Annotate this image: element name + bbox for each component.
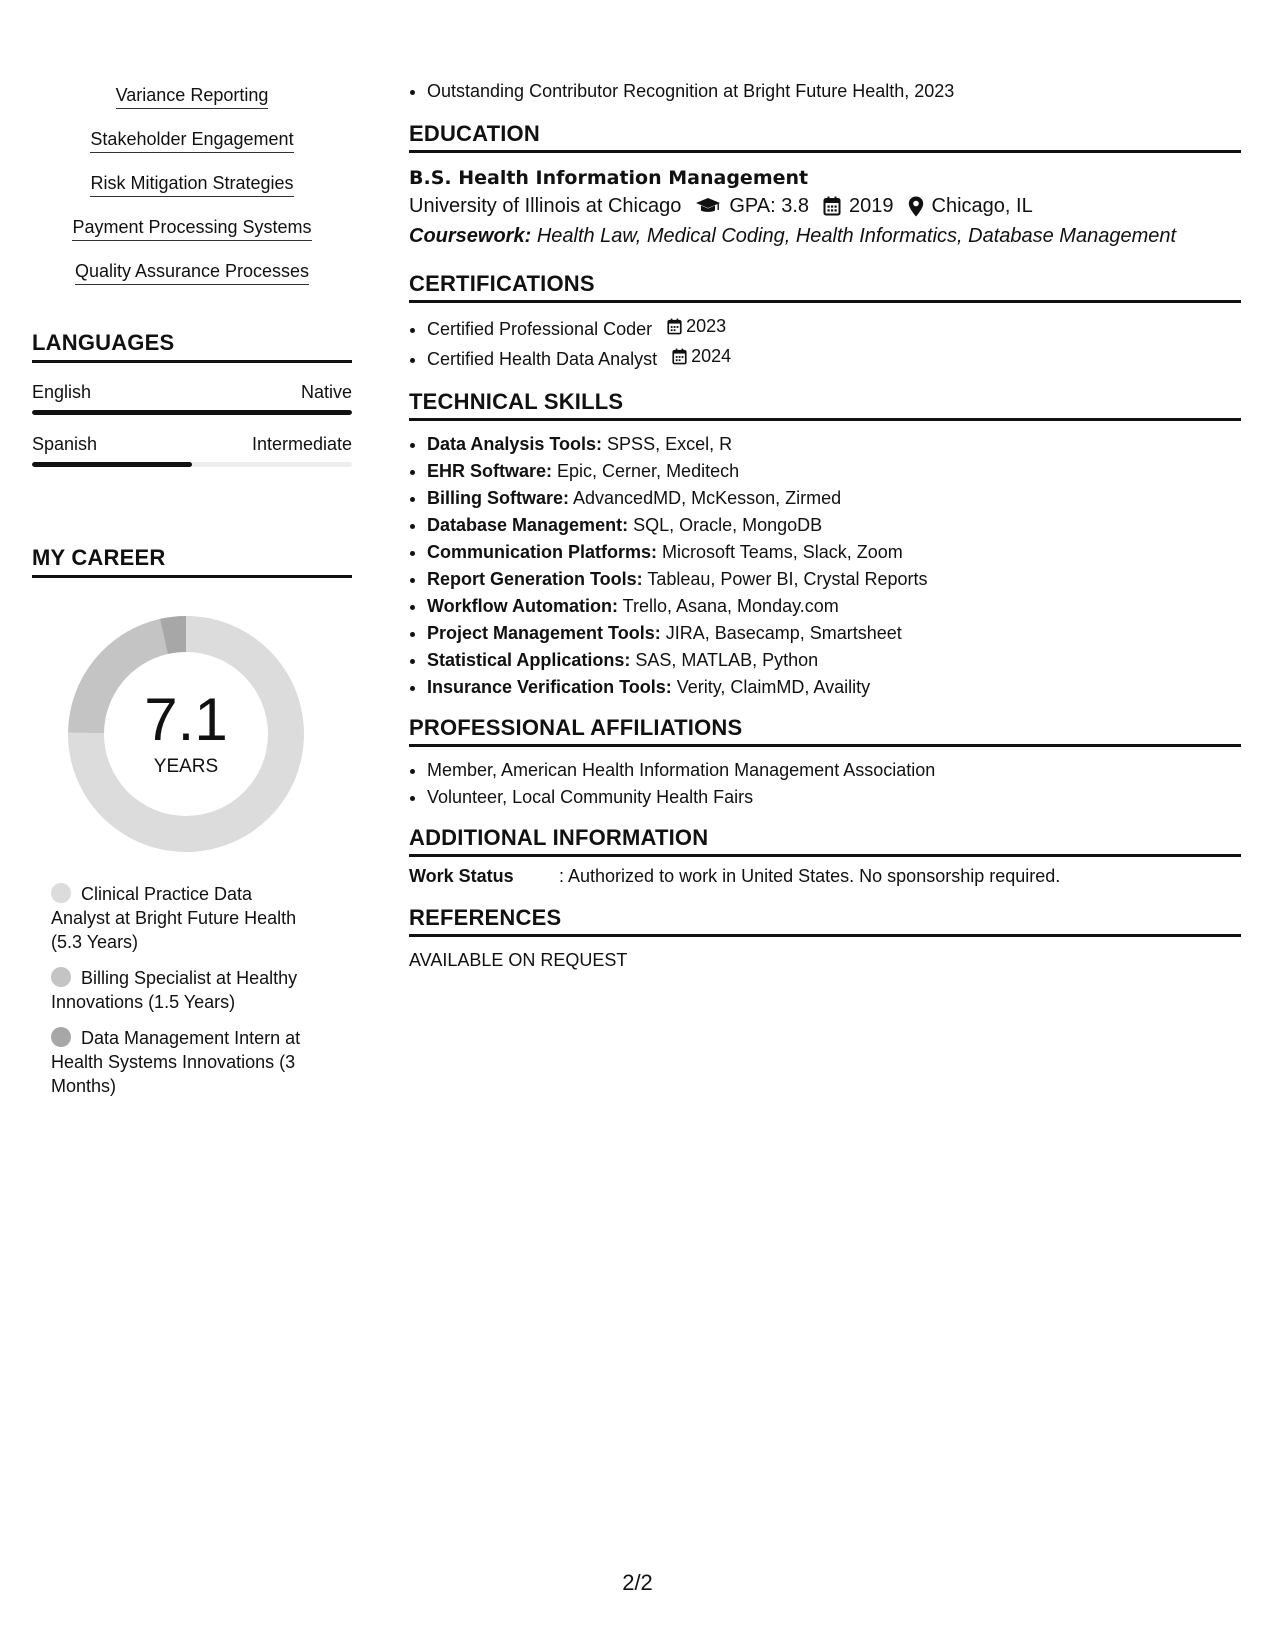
references-heading: REFERENCES [409, 905, 1241, 937]
skill-category: Workflow Automation: [427, 596, 618, 616]
work-status-label: Work Status [409, 866, 514, 886]
certifications-heading: CERTIFICATIONS [409, 271, 1241, 303]
calendar-icon [823, 196, 841, 216]
education-gpa: GPA: 3.8 [729, 195, 810, 217]
skill-category: Communication Platforms: [427, 542, 658, 562]
skill-values: Trello, Asana, Monday.com [617, 596, 839, 616]
skill-category: Project Management Tools: [427, 623, 661, 643]
skill-values: Microsoft Teams, Slack, Zoom [657, 542, 903, 562]
references-text: AVAILABLE ON REQUEST [409, 950, 628, 970]
technical-skill-item [427, 674, 1241, 701]
affiliations-heading: PROFESSIONAL AFFILIATIONS [409, 715, 1241, 747]
language-level: Native [300, 382, 352, 402]
career-legend-item [51, 882, 302, 954]
affiliation-item: • Volunteer, Local Community Health Fairs [427, 784, 1241, 811]
affiliation-item: • Member, American Health Information Management Association [427, 757, 1241, 784]
skill-values: AdvancedMD, McKesson, Zirmed [569, 488, 842, 508]
skill-tag: Stakeholder Engagement [90, 128, 293, 153]
additional-info-heading: ADDITIONAL INFORMATION [409, 825, 1241, 857]
language-proficiency-fill [32, 462, 192, 467]
career-heading: MY CAREER [32, 545, 352, 578]
skill-values: SPSS, Excel, R [602, 434, 733, 454]
skill-category: Report Generation Tools: [427, 569, 643, 589]
language-level: Intermediate [251, 434, 352, 454]
language-row [32, 433, 352, 467]
education-details [409, 191, 1241, 221]
left-column [32, 84, 352, 1110]
coursework-value: Health Law, Medical Coding, Health Informatics, Database Management [536, 225, 1177, 247]
technical-skills-list [409, 431, 1241, 701]
certification-name: Certified Health Data Analyst [427, 349, 658, 369]
certification-name: Certified Professional Coder [427, 319, 653, 339]
legend-dot [51, 967, 71, 987]
certification-item [427, 313, 1241, 343]
skill-category: Database Management: [427, 515, 629, 535]
skill-values: Tableau, Power BI, Crystal Reports [642, 569, 928, 589]
language-name: English [32, 382, 92, 402]
language-proficiency-bar [32, 462, 352, 467]
languages-heading: LANGUAGES [32, 330, 352, 363]
language-proficiency-fill [32, 410, 352, 415]
career-donut-chart [66, 614, 306, 854]
skill-values: SQL, Oracle, MongoDB [628, 515, 823, 535]
education-year: 2019 [849, 195, 894, 217]
education-degree: B.S. Health Information Management [409, 167, 809, 189]
technical-skill-item [427, 647, 1241, 674]
career-total-value: 7.1 [144, 686, 228, 753]
technical-skill-item [427, 620, 1241, 647]
work-status-value: : Authorized to work in United States. No sponsorship required. [559, 866, 1061, 886]
skill-category: Insurance Verification Tools: [427, 677, 672, 697]
page-number: 2/2 [622, 1570, 653, 1595]
skill-values: JIRA, Basecamp, Smartsheet [660, 623, 902, 643]
skill-values: Verity, ClaimMD, Availity [671, 677, 871, 697]
skill-category: Statistical Applications: [427, 650, 631, 670]
education-location: Chicago, IL [931, 195, 1033, 217]
education-school: University of Illinois at Chicago [409, 195, 682, 217]
career-legend-item [51, 1026, 302, 1098]
language-name: Spanish [32, 434, 98, 454]
certification-item [427, 343, 1241, 373]
legend-label: Billing Specialist at Healthy Innovations (1.5 Years) [51, 968, 298, 1012]
work-status-row [409, 863, 1241, 889]
language-row [32, 381, 352, 415]
awards-list [409, 78, 1241, 105]
technical-skills-heading: TECHNICAL SKILLS [409, 389, 1241, 421]
certifications-list [409, 313, 1241, 373]
skill-values: Epic, Cerner, Meditech [552, 461, 740, 481]
legend-dot [51, 1027, 71, 1047]
career-section [32, 545, 352, 1098]
graduation-cap-icon [695, 197, 721, 215]
technical-skill-item [427, 512, 1241, 539]
calendar-icon [667, 318, 682, 335]
certification-year: 2023 [686, 316, 727, 336]
skill-values: SAS, MATLAB, Python [630, 650, 819, 670]
technical-skill-item [427, 431, 1241, 458]
technical-skill-item [427, 485, 1241, 512]
skill-category: EHR Software: [427, 461, 553, 481]
legend-label: Data Management Intern at Health Systems Innovations (3 Months) [51, 1028, 301, 1096]
technical-skill-item [427, 566, 1241, 593]
technical-skill-item [427, 539, 1241, 566]
career-total-unit: YEARS [153, 756, 219, 777]
legend-label: Clinical Practice Data Analyst at Bright Future Health (5.3 Years) [51, 884, 297, 952]
skill-tags [32, 84, 352, 304]
skill-tag: Variance Reporting [116, 84, 269, 109]
career-legend [32, 882, 302, 1098]
award-item: • Outstanding Contributor Recognition at Bright Future Health, 2023 [427, 78, 1241, 105]
career-legend-item [51, 966, 302, 1014]
skill-category: Billing Software: [427, 488, 570, 508]
calendar-icon [672, 348, 687, 365]
coursework-label: Coursework: [409, 225, 532, 247]
education-heading: EDUCATION [409, 121, 1241, 153]
skill-category: Data Analysis Tools: [427, 434, 603, 454]
language-proficiency-bar [32, 410, 352, 415]
legend-dot [51, 883, 71, 903]
skill-tag: Quality Assurance Processes [75, 260, 309, 285]
map-pin-icon [908, 196, 924, 217]
technical-skill-item [427, 458, 1241, 485]
affiliations-list [409, 757, 1241, 811]
skill-tag: Payment Processing Systems [72, 216, 311, 241]
languages-section [32, 330, 352, 467]
right-column [409, 78, 1241, 973]
education-coursework [409, 221, 1241, 251]
skill-tag: Risk Mitigation Strategies [90, 172, 293, 197]
technical-skill-item [427, 593, 1241, 620]
certification-year: 2024 [691, 346, 732, 366]
